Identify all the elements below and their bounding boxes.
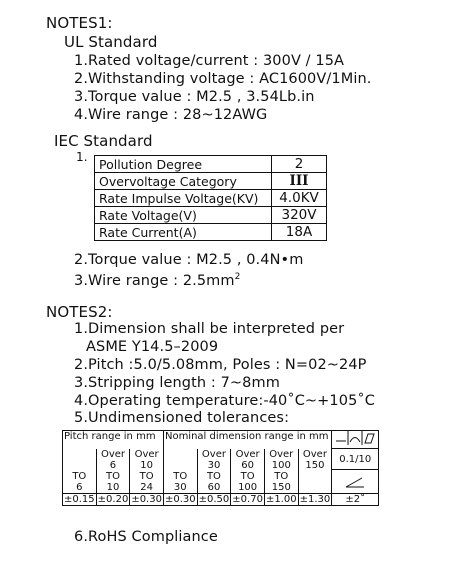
range-from: 150: [305, 459, 325, 471]
tolerance-value: ±1.00: [265, 493, 297, 505]
iec-label: Rate Voltage(V): [95, 207, 272, 224]
over-label: Over: [100, 448, 126, 460]
range-to: 6: [76, 481, 83, 493]
over-label: Over: [201, 448, 226, 460]
to-label: TO: [173, 470, 188, 482]
table-row: [63, 493, 379, 505]
iec-value: 4.0KV: [272, 190, 327, 207]
notes2-item-2: 2.Pitch :5.0/5.08mm, Poles : N=02~24P: [74, 357, 367, 373]
superscript: 2: [234, 272, 241, 282]
to-label: TO: [206, 470, 221, 482]
notes2-item-5: 5.Undimensioned tolerances:: [74, 410, 290, 426]
iec-value: 320V: [272, 207, 327, 224]
nominal-range-cell: [163, 449, 197, 494]
table-row: [63, 449, 379, 494]
iec-value: III: [272, 173, 327, 190]
range-to: 60: [207, 481, 221, 493]
to-label: TO: [72, 470, 87, 482]
notes2-heading: NOTES2:: [46, 303, 113, 321]
nominal-range-cell: [197, 449, 231, 494]
iec-label: Rate Impulse Voltage(KV): [95, 190, 272, 207]
ul-item-4: 4.Wire range : 28~12AWG: [74, 107, 268, 123]
angularity-icon: [334, 472, 376, 492]
table-row: [95, 190, 327, 207]
over-label: Over: [269, 448, 294, 460]
flatness-value: 0.1/10: [332, 449, 378, 470]
iec-value: 18A: [272, 224, 327, 241]
tolerance-value: ±0.50: [198, 493, 230, 505]
ul-item-2: 2.Withstanding voltage : AC1600V/1Min.: [74, 71, 372, 87]
over-label: Over: [235, 448, 260, 460]
to-label: TO: [274, 470, 289, 482]
iec-value: 2: [272, 156, 327, 173]
range-from: 60: [241, 459, 254, 471]
notes2-item-6: 6.RoHS Compliance: [74, 529, 218, 545]
flatness-roundness-cylindricity-icon: [335, 431, 375, 445]
iec-label: Rate Current(A): [95, 224, 272, 241]
iec-label: Pollution Degree: [95, 156, 272, 173]
table-row: [95, 156, 327, 173]
pitch-range-cell: [63, 449, 97, 494]
iec-standard-heading: IEC Standard: [54, 132, 153, 150]
over-label: Over: [302, 448, 327, 460]
range-to: 100: [238, 481, 258, 493]
table-row: [63, 431, 379, 449]
iec-label: Overvoltage Category: [95, 173, 272, 190]
angle-tolerance: ±2˚: [332, 493, 379, 505]
range-to: 150: [271, 481, 291, 493]
nominal-range-header: Nominal dimension range in mm: [163, 431, 331, 449]
pitch-range-cell: [130, 449, 164, 494]
tolerance-value: ±0.20: [97, 493, 129, 505]
tolerance-value: ±0.70: [232, 493, 263, 505]
notes2-item-3: 3.Stripping length : 7~8mm: [74, 375, 280, 391]
ul-item-1: 1.Rated voltage/current : 300V / 15A: [74, 53, 345, 69]
table-row: [95, 207, 327, 224]
range-to: 10: [106, 481, 120, 493]
geometric-symbols: [332, 431, 379, 449]
tolerance-value: ±0.15: [64, 493, 95, 505]
range-to: 24: [140, 481, 153, 493]
range-from: 10: [140, 459, 153, 471]
tolerance-value: ±1.30: [299, 493, 331, 505]
notes2-item-1-line-1: 1.Dimension shall be interpreted per: [74, 321, 345, 337]
iec-item-1-number: 1.: [76, 150, 88, 164]
table-row: [95, 224, 327, 241]
tolerance-value: ±0.30: [131, 493, 162, 505]
ul-standard-heading: UL Standard: [64, 33, 158, 51]
geometric-values-cell: [332, 449, 379, 494]
nominal-range-cell: [231, 449, 265, 494]
notes2-item-4: 4.Operating temperature:-40˚C~+105˚C: [74, 393, 375, 409]
notes1-heading: NOTES1:: [46, 14, 113, 32]
iec-item-3: [74, 272, 240, 289]
tolerance-value: ±0.30: [164, 493, 196, 505]
iec-item-3-text: 3.Wire range : 2.5mm: [74, 272, 235, 289]
nominal-range-cell: [298, 449, 332, 494]
pitch-range-header: Pitch range in mm: [63, 431, 164, 449]
notes2-item-1-line-2: ASME Y14.5–2009: [86, 339, 219, 355]
range-to: 30: [173, 481, 187, 493]
range-from: 6: [109, 459, 117, 471]
to-label: TO: [240, 470, 255, 482]
tolerance-table: [62, 430, 379, 506]
range-from: 100: [271, 459, 291, 471]
iec-item-2: 2.Torque value : M2.5 , 0.4N•m: [74, 252, 304, 268]
to-label: TO: [139, 470, 154, 482]
iec-ratings-table: [94, 155, 327, 241]
to-label: TO: [105, 470, 120, 482]
table-row: [95, 173, 327, 190]
over-label: Over: [134, 448, 159, 460]
pitch-range-cell: [96, 449, 130, 494]
ul-item-3: 3.Torque value : M2.5 , 3.54Lb.in: [74, 89, 315, 105]
range-from: 30: [207, 459, 221, 471]
nominal-range-cell: [264, 449, 298, 494]
